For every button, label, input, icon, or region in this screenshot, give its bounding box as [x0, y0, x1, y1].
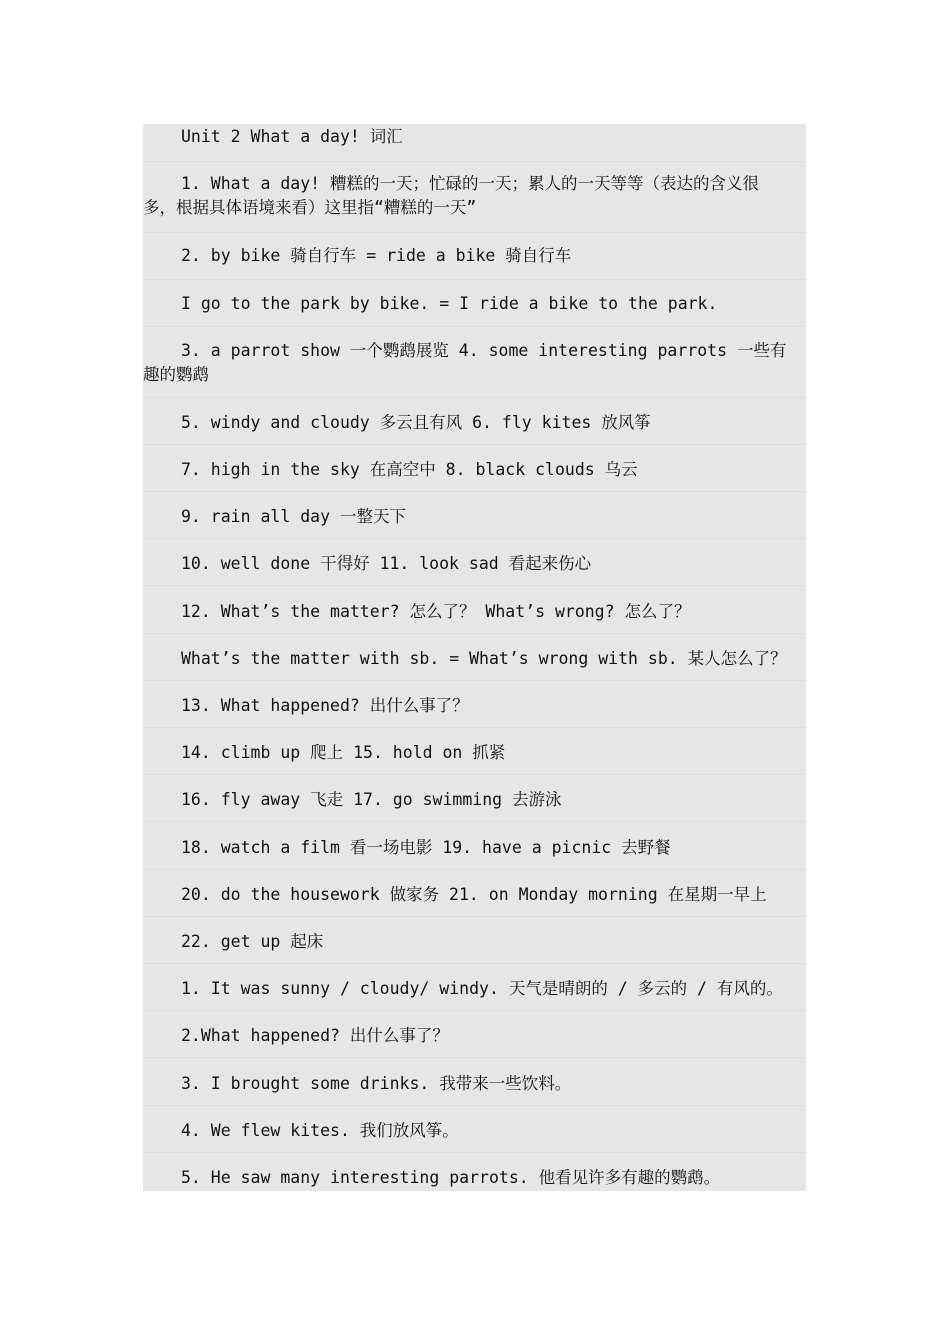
vocab-item-3-4	[143, 339, 806, 387]
line-separator	[143, 774, 806, 775]
vocab-item-12-example: What’s the matter with sb. = What’s wrong with sb. 某人怎么了？	[181, 649, 787, 668]
vocab-example: I go to the park by bike. = I ride a bike to the park.	[181, 294, 718, 313]
sentence-4: 4. We flew kites. 我们放风筝。	[181, 1121, 459, 1140]
line-separator	[143, 538, 806, 539]
vocab-item-20-21: 20. do the housework 做家务 21. on Monday morning 在星期一早上	[181, 885, 767, 904]
vocab-item-5-6: 5. windy and cloudy 多云且有风 6. fly kites 放风筝	[181, 413, 651, 432]
line-separator	[143, 1010, 806, 1011]
line-separator	[143, 1105, 806, 1106]
vocab-item-9: 9. rain all day 一整天下	[181, 507, 406, 526]
vocab-item-1-line-1: 1. What a day! 糟糕的一天；忙碌的一天；累人的一天等等（表达的含义很	[181, 174, 760, 193]
vocab-item-16-17: 16. fly away 飞走 17. go swimming 去游泳	[181, 790, 562, 809]
line-separator	[143, 869, 806, 870]
sentence-2: 2.What happened? 出什么事了？	[181, 1026, 449, 1045]
line-separator	[143, 821, 806, 822]
line-separator	[143, 585, 806, 586]
line-separator	[143, 680, 806, 681]
vocab-item-22: 22. get up 起床	[181, 932, 324, 951]
sentence-1: 1. It was sunny / cloudy/ windy. 天气是晴朗的 / 多云的 / 有风的。	[181, 979, 783, 998]
line-separator	[143, 326, 806, 327]
line-separator	[143, 963, 806, 964]
line-separator	[143, 633, 806, 634]
line-separator	[143, 916, 806, 917]
sentence-3: 3. I brought some drinks. 我带来一些饮料。	[181, 1074, 572, 1093]
line-separator	[143, 491, 806, 492]
line-separator	[143, 397, 806, 398]
line-separator	[143, 1057, 806, 1058]
vocab-item-3-4-line-2: 趣的鹦鹉	[143, 365, 209, 384]
vocab-item-12: 12. What’s the matter? 怎么了？ What’s wrong? 怎么了？	[181, 602, 691, 621]
vocab-item-2: 2. by bike 骑自行车 = ride a bike 骑自行车	[181, 246, 572, 265]
line-separator	[143, 727, 806, 728]
vocab-item-1	[143, 172, 806, 220]
vocab-item-3-4-line-1: 3. a parrot show 一个鹦鹉展览 4. some interesting parrots 一些有	[181, 341, 787, 360]
document-page	[143, 124, 806, 1191]
vocab-item-14-15: 14. climb up 爬上 15. hold on 抓紧	[181, 743, 506, 762]
line-separator	[143, 161, 806, 162]
page-title: Unit 2 What a day! 词汇	[181, 127, 403, 146]
line-separator	[143, 279, 806, 280]
sentence-5: 5. He saw many interesting parrots. 他看见许多有趣的鹦鹉。	[181, 1168, 721, 1187]
line-separator	[143, 1152, 806, 1153]
vocab-item-10-11: 10. well done 干得好 11. look sad 看起来伤心	[181, 554, 592, 573]
vocab-item-13: 13. What happened? 出什么事了？	[181, 696, 469, 715]
vocab-item-18-19: 18. watch a film 看一场电影 19. have a picnic 去野餐	[181, 838, 671, 857]
vocab-item-1-line-2: 多，根据具体语境来看）这里指“糟糕的一天”	[143, 198, 477, 217]
vocab-item-7-8: 7. high in the sky 在高空中 8. black clouds 乌云	[181, 460, 638, 479]
line-separator	[143, 232, 806, 233]
line-separator	[143, 444, 806, 445]
